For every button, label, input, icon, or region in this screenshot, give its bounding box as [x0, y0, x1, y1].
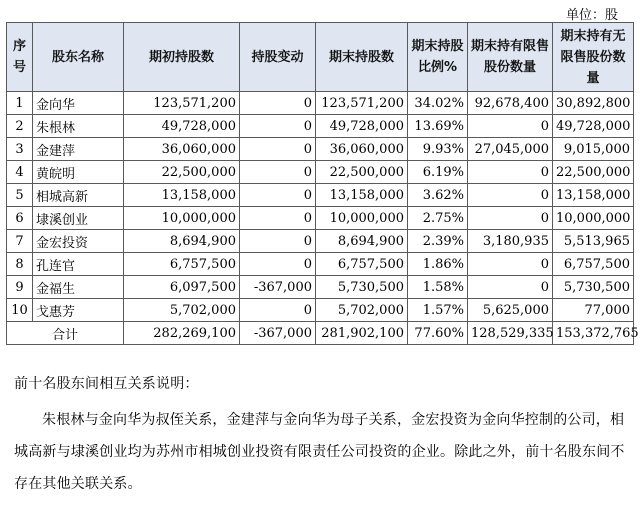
unrestricted-shares: 9,015,000 [553, 138, 634, 161]
restricted-shares: 0 [468, 161, 553, 184]
row-number: 6 [7, 207, 33, 230]
row-number: 8 [7, 253, 33, 276]
table-row [7, 276, 634, 299]
row-number: 7 [7, 230, 33, 253]
restricted-shares: 0 [468, 207, 553, 230]
restricted-shares: 0 [468, 115, 553, 138]
header-cell: 期初持股数 [124, 23, 240, 92]
end-shares: 10,000,000 [316, 207, 408, 230]
restricted-shares: 0 [468, 253, 553, 276]
share-change: 0 [240, 92, 316, 115]
share-change: 0 [240, 253, 316, 276]
end-ratio: 9.93% [408, 138, 468, 161]
begin-shares: 13,158,000 [124, 184, 240, 207]
total-share-change: -367,000 [240, 322, 316, 345]
end-shares: 123,571,200 [316, 92, 408, 115]
notes-title: 前十名股东间相互关系说明： [14, 376, 199, 392]
unrestricted-shares: 13,158,000 [553, 184, 634, 207]
end-ratio: 13.69% [408, 115, 468, 138]
restricted-shares: 3,180,935 [468, 230, 553, 253]
shareholder-table [6, 22, 639, 345]
unit-label: 单位：股 [565, 8, 618, 23]
begin-shares: 22,500,000 [124, 161, 240, 184]
shareholder-name: 戈惠芳 [33, 299, 124, 322]
restricted-shares: 92,678,400 [468, 92, 553, 115]
table-row [7, 161, 634, 184]
share-change: 0 [240, 207, 316, 230]
end-ratio: 1.86% [408, 253, 468, 276]
unrestricted-shares: 49,728,000 [553, 115, 634, 138]
shareholder-name: 黄皖明 [33, 161, 124, 184]
share-change: -367,000 [240, 276, 316, 299]
end-ratio: 2.39% [408, 230, 468, 253]
shareholder-name: 金宏投资 [33, 230, 124, 253]
end-shares: 36,060,000 [316, 138, 408, 161]
table-row [7, 207, 634, 230]
end-shares: 22,500,000 [316, 161, 408, 184]
header-cell: 期末持有限售股份数量 [468, 23, 553, 92]
header-cell: 序号 [7, 23, 33, 92]
table-header-row [7, 23, 634, 92]
total-row [7, 322, 634, 345]
shareholder-name: 相城高新 [33, 184, 124, 207]
row-number: 3 [7, 138, 33, 161]
begin-shares: 36,060,000 [124, 138, 240, 161]
end-shares: 5,730,500 [316, 276, 408, 299]
end-ratio: 1.57% [408, 299, 468, 322]
total-unrestricted-shares: 153,372,765 [553, 322, 634, 345]
unrestricted-shares: 5,730,500 [553, 276, 634, 299]
end-ratio: 3.62% [408, 184, 468, 207]
table-row [7, 230, 634, 253]
table-row [7, 115, 634, 138]
end-shares: 8,694,900 [316, 230, 408, 253]
begin-shares: 10,000,000 [124, 207, 240, 230]
total-restricted-shares: 128,529,335 [468, 322, 553, 345]
begin-shares: 6,757,500 [124, 253, 240, 276]
notes-body: 朱根林与金向华为叔侄关系，金建萍与金向华为母子关系，金宏投资为金向华控制的公司，相城高新与埭溪创业均为苏州市相城创业投资有限责任公司投资的企业。除此之外，前十名股东间不存在其他关联关系。 [14, 412, 625, 492]
relationship-notes [14, 370, 628, 500]
unrestricted-shares: 30,892,800 [553, 92, 634, 115]
share-change: 0 [240, 161, 316, 184]
end-shares: 49,728,000 [316, 115, 408, 138]
row-number: 10 [7, 299, 33, 322]
share-change: 0 [240, 115, 316, 138]
unrestricted-shares: 5,513,965 [553, 230, 634, 253]
header-cell: 期末持股比例% [408, 23, 468, 92]
restricted-shares: 0 [468, 276, 553, 299]
header-cell: 股东名称 [33, 23, 124, 92]
row-number: 2 [7, 115, 33, 138]
share-change: 0 [240, 299, 316, 322]
shareholder-name: 孔连官 [33, 253, 124, 276]
begin-shares: 123,571,200 [124, 92, 240, 115]
restricted-shares: 27,045,000 [468, 138, 553, 161]
table-row [7, 299, 634, 322]
row-number: 1 [7, 92, 33, 115]
shareholder-name: 金福生 [33, 276, 124, 299]
begin-shares: 6,097,500 [124, 276, 240, 299]
shareholder-name: 金向华 [33, 92, 124, 115]
unrestricted-shares: 10,000,000 [553, 207, 634, 230]
table-row [7, 184, 634, 207]
table-row [7, 92, 634, 115]
row-number: 5 [7, 184, 33, 207]
share-change: 0 [240, 138, 316, 161]
header-cell: 期末持有无限售股份数量 [553, 23, 634, 92]
shareholder-name: 金建萍 [33, 138, 124, 161]
total-end-shares: 281,902,100 [316, 322, 408, 345]
shareholder-name: 朱根林 [33, 115, 124, 138]
end-ratio: 34.02% [408, 92, 468, 115]
begin-shares: 5,702,000 [124, 299, 240, 322]
unrestricted-shares: 6,757,500 [553, 253, 634, 276]
total-begin-shares: 282,269,100 [124, 322, 240, 345]
shareholder-name: 埭溪创业 [33, 207, 124, 230]
end-ratio: 2.75% [408, 207, 468, 230]
unrestricted-shares: 77,000 [553, 299, 634, 322]
share-change: 0 [240, 230, 316, 253]
begin-shares: 49,728,000 [124, 115, 240, 138]
header-cell: 期末持股数 [316, 23, 408, 92]
total-label: 合计 [7, 322, 124, 345]
total-end-ratio: 77.60% [408, 322, 468, 345]
share-change: 0 [240, 184, 316, 207]
restricted-shares: 0 [468, 184, 553, 207]
row-number: 4 [7, 161, 33, 184]
row-number: 9 [7, 276, 33, 299]
unrestricted-shares: 22,500,000 [553, 161, 634, 184]
end-shares: 13,158,000 [316, 184, 408, 207]
table-row [7, 138, 634, 161]
header-cell: 持股变动 [240, 23, 316, 92]
end-shares: 6,757,500 [316, 253, 408, 276]
end-ratio: 6.19% [408, 161, 468, 184]
begin-shares: 8,694,900 [124, 230, 240, 253]
restricted-shares: 5,625,000 [468, 299, 553, 322]
table-row [7, 253, 634, 276]
end-shares: 5,702,000 [316, 299, 408, 322]
end-ratio: 1.58% [408, 276, 468, 299]
